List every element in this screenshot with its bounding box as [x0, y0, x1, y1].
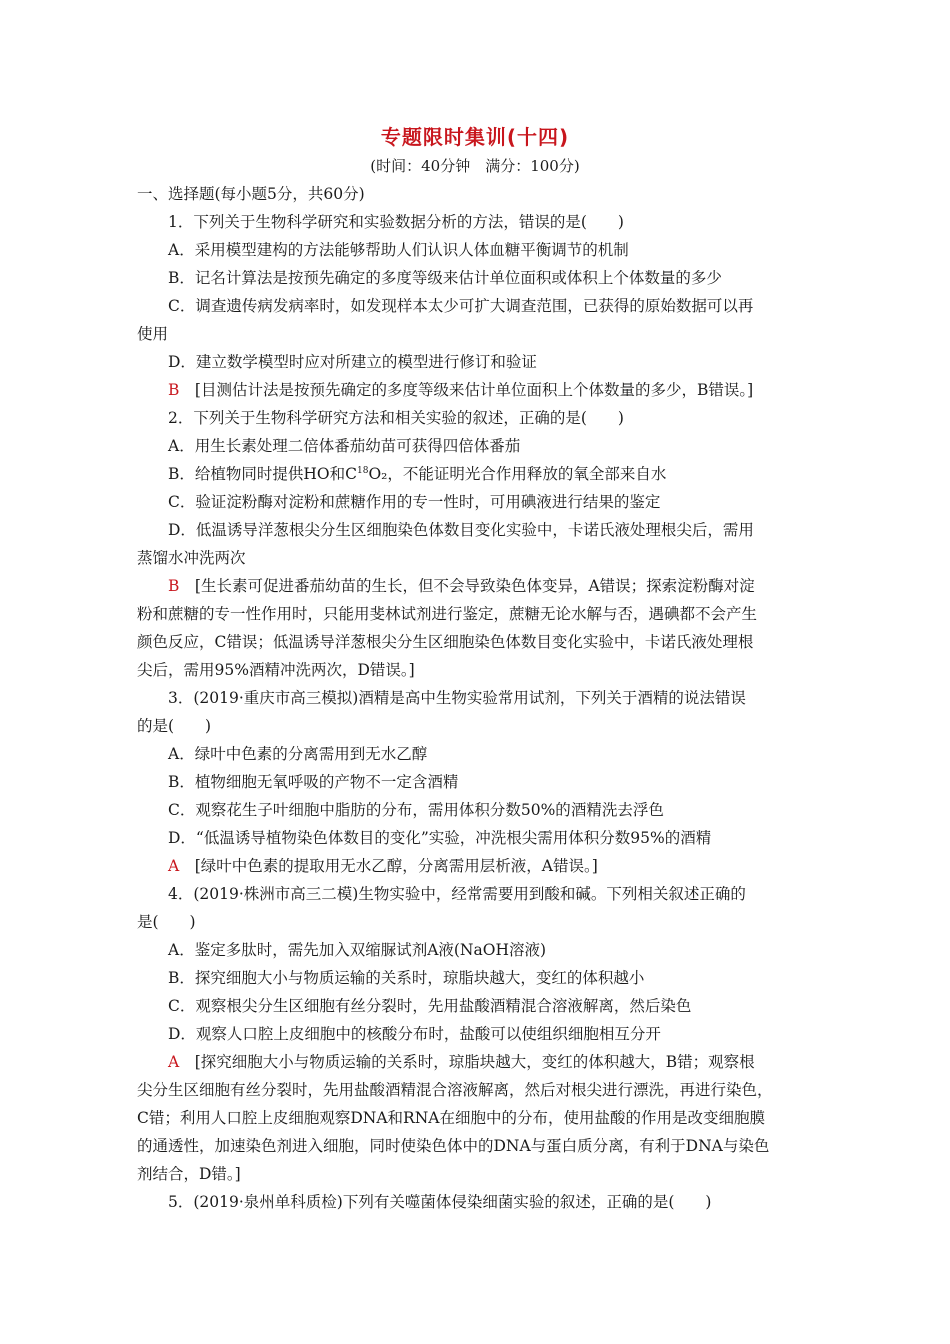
- question-1-option-d: D．建立数学模型时应对所建立的模型进行修订和验证: [168, 353, 537, 371]
- option-b-text-pre: B．给植物同时提供HO和C: [168, 465, 357, 483]
- answer-explanation: [目测估计法是按预先确定的多度等级来估计单位面积上个体数量的多少，B错误。]: [194, 381, 754, 399]
- question-4-explanation-line: 的通透性，加速染色剂进入细胞，同时使染色体中的DNA与蛋白质分离，有利于DNA与染色: [137, 1137, 770, 1155]
- question-5-stem: 5．(2019·泉州单科质检)下列有关噬菌体侵染细菌实验的叙述，正确的是( ): [168, 1193, 712, 1211]
- answer-letter: B: [168, 381, 180, 399]
- question-1-option-c: C．调查遗传病发病率时，如发现样本太少可扩大调查范围，已获得的原始数据可以再: [168, 297, 754, 315]
- question-4-option-d: D．观察人口腔上皮细胞中的核酸分布时，盐酸可以使组织细胞相互分开: [168, 1025, 661, 1043]
- question-1-stem: 1．下列关于生物科学研究和实验数据分析的方法，错误的是( ): [168, 213, 624, 231]
- question-1-option-c-cont: 使用: [137, 325, 169, 343]
- page-subtitle: (时间：40分钟 满分：100分): [370, 157, 580, 175]
- answer-letter: B: [168, 577, 180, 595]
- question-2-answer: [137, 572, 817, 600]
- question-3-option-b: B．植物细胞无氧呼吸的产物不一定含酒精: [168, 773, 459, 791]
- question-4-answer: [137, 1048, 817, 1076]
- question-2-stem: 2．下列关于生物科学研究方法和相关实验的叙述，正确的是( ): [168, 409, 624, 427]
- question-2-explanation-line: 颜色反应，C错误；低温诱导洋葱根尖分生区细胞染色体数目变化实验中，卡诺氏液处理根: [137, 633, 754, 651]
- answer-explanation: [探究细胞大小与物质运输的关系时，琼脂块越大，变红的体积越大，B错；观察根: [194, 1053, 755, 1071]
- question-3-answer: [137, 852, 817, 880]
- answer-letter: A: [168, 857, 180, 875]
- question-4-option-a: A．鉴定多肽时，需先加入双缩脲试剂A液(NaOH溶液): [168, 941, 547, 959]
- page-title: 专题限时集训(十四): [380, 125, 570, 149]
- question-3-option-a: A．绿叶中色素的分离需用到无水乙醇: [168, 745, 428, 763]
- answer-explanation: [生长素可促进番茄幼苗的生长，但不会导致染色体变异，A错误；探索淀粉酶对淀: [194, 577, 755, 595]
- question-4-explanation-line: 尖分生区细胞有丝分裂时，先用盐酸酒精混合溶液解离，然后对根尖进行漂洗，再进行染色，: [137, 1081, 773, 1099]
- question-2-explanation-line: 粉和蔗糖的专一性作用时，只能用斐林试剂进行鉴定，蔗糖无论水解与否，遇碘都不会产生: [137, 605, 758, 623]
- option-b-text-post: O₂，不能证明光合作用释放的氧全部来自水: [368, 465, 667, 483]
- question-2-option-c: C．验证淀粉酶对淀粉和蔗糖作用的专一性时，可用碘液进行结果的鉴定: [168, 493, 661, 511]
- isotope-superscript: 18: [356, 466, 369, 476]
- question-1-option-b: B．记名计算法是按预先确定的多度等级来估计单位面积或体积上个体数量的多少: [168, 269, 722, 287]
- question-3-stem-cont: 的是( ): [137, 717, 212, 735]
- question-4-explanation-line: 剂结合，D错。]: [137, 1165, 241, 1183]
- question-2-explanation-line: 尖后，需用95%酒精冲洗两次，D错误。]: [137, 661, 415, 679]
- question-4-option-b: B．探究细胞大小与物质运输的关系时，琼脂块越大，变红的体积越小: [168, 969, 645, 987]
- question-2-option-d: D．低温诱导洋葱根尖分生区细胞染色体数目变化实验中，卡诺氏液处理根尖后，需用: [168, 521, 754, 539]
- question-4-stem-cont: 是( ): [137, 913, 196, 931]
- question-4-stem: 4．(2019·株洲市高三二模)生物实验中，经常需要用到酸和碱。下列相关叙述正确的: [168, 885, 746, 903]
- answer-explanation: [绿叶中色素的提取用无水乙醇，分离需用层析液，A错误。]: [194, 857, 598, 875]
- question-3-stem: 3．(2019·重庆市高三模拟)酒精是高中生物实验常用试剂，下列关于酒精的说法错误: [168, 689, 746, 707]
- question-2-option-a: A．用生长素处理二倍体番茄幼苗可获得四倍体番茄: [168, 437, 521, 455]
- question-4-option-c: C．观察根尖分生区细胞有丝分裂时，先用盐酸酒精混合溶液解离，然后染色: [168, 997, 692, 1015]
- question-4-explanation-line: C错；利用人口腔上皮细胞观察DNA和RNA在细胞中的分布，使用盐酸的作用是改变细胞膜: [137, 1109, 765, 1127]
- question-2-option-d-cont: 蒸馏水冲洗两次: [137, 549, 246, 567]
- question-3-option-c: C．观察花生子叶细胞中脂肪的分布，需用体积分数50%的酒精洗去浮色: [168, 801, 664, 819]
- question-1-option-a: A．采用模型建构的方法能够帮助人们认识人体血糖平衡调节的机制: [168, 241, 629, 259]
- section-heading: 一、选择题(每小题5分，共60分): [137, 185, 365, 203]
- answer-letter: A: [168, 1053, 180, 1071]
- question-1-answer: [137, 376, 817, 404]
- question-3-option-d: D．“低温诱导植物染色体数目的变化”实验，冲洗根尖需用体积分数95%的酒精: [168, 829, 712, 847]
- document-body: [137, 180, 817, 1216]
- question-2-option-b: [137, 460, 817, 488]
